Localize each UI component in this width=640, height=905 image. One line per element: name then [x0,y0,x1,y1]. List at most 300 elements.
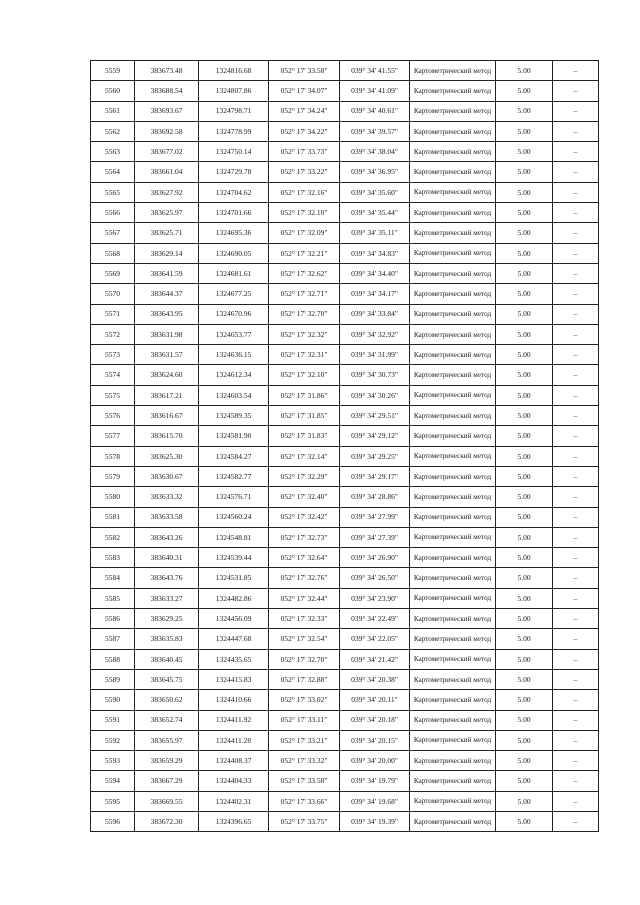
longitude-cell: 039° 34' 39.57" [340,121,410,141]
accuracy-cell: 5.00 [496,771,553,791]
longitude-cell: 039° 34' 36.95" [340,162,410,182]
method-cell: Картометрический метод [410,446,496,466]
longitude-cell: 039° 34' 20.15" [340,730,410,750]
table-row [91,182,599,202]
method-cell: Картометрический метод [410,751,496,771]
table-row [91,771,599,791]
latitude-cell: 052° 17' 33.11" [269,710,340,730]
accuracy-cell: 5.00 [496,365,553,385]
longitude-cell: 039° 34' 21.42" [340,649,410,669]
accuracy-cell: 5.00 [496,243,553,263]
y-coordinate-cell: 1324447.68 [199,629,269,649]
latitude-cell: 052° 17' 32.44" [269,588,340,608]
table-row [91,263,599,283]
table-row [91,243,599,263]
x-coordinate-cell: 383688.54 [135,81,199,101]
note-cell: – [553,446,599,466]
note-cell: – [553,365,599,385]
x-coordinate-cell: 383661.04 [135,162,199,182]
latitude-cell: 052° 17' 33.22" [269,162,340,182]
accuracy-cell: 5.00 [496,446,553,466]
table-row [91,466,599,486]
y-coordinate-cell: 1324415.83 [199,669,269,689]
point-number-cell: 5582 [91,527,135,547]
accuracy-cell: 5.00 [496,263,553,283]
point-number-cell: 5594 [91,771,135,791]
note-cell: – [553,385,599,405]
latitude-cell: 052° 17' 33.21" [269,730,340,750]
point-number-cell: 5587 [91,629,135,649]
method-cell: Картометрический метод [410,507,496,527]
x-coordinate-cell: 383635.83 [135,629,199,649]
note-cell: – [553,263,599,283]
method-cell: Картометрический метод [410,588,496,608]
note-cell: – [553,182,599,202]
point-number-cell: 5580 [91,487,135,507]
latitude-cell: 052° 17' 32.76" [269,568,340,588]
latitude-cell: 052° 17' 32.09" [269,223,340,243]
y-coordinate-cell: 1324411.92 [199,710,269,730]
latitude-cell: 052° 17' 32.29" [269,466,340,486]
table-row [91,304,599,324]
y-coordinate-cell: 1324695.36 [199,223,269,243]
longitude-cell: 039° 34' 35.60" [340,182,410,202]
y-coordinate-cell: 1324690.05 [199,243,269,263]
x-coordinate-cell: 383629.14 [135,243,199,263]
accuracy-cell: 5.00 [496,710,553,730]
method-cell: Картометрический метод [410,791,496,811]
latitude-cell: 052° 17' 31.86" [269,385,340,405]
longitude-cell: 039° 34' 20.00" [340,751,410,771]
longitude-cell: 039° 34' 20.11" [340,690,410,710]
table-row [91,507,599,527]
latitude-cell: 052° 17' 33.58" [269,61,340,81]
point-number-cell: 5564 [91,162,135,182]
method-cell: Картометрический метод [410,142,496,162]
x-coordinate-cell: 383630.67 [135,466,199,486]
method-cell: Картометрический метод [410,284,496,304]
method-cell: Картометрический метод [410,223,496,243]
point-number-cell: 5569 [91,263,135,283]
x-coordinate-cell: 383672.30 [135,811,199,831]
x-coordinate-cell: 383631.57 [135,345,199,365]
point-number-cell: 5568 [91,243,135,263]
method-cell: Картометрический метод [410,61,496,81]
accuracy-cell: 5.00 [496,548,553,568]
y-coordinate-cell: 1324589.35 [199,406,269,426]
point-number-cell: 5579 [91,466,135,486]
accuracy-cell: 5.00 [496,142,553,162]
table-row [91,142,599,162]
y-coordinate-cell: 1324701.66 [199,203,269,223]
method-cell: Картометрический метод [410,527,496,547]
note-cell: – [553,101,599,121]
point-number-cell: 5566 [91,203,135,223]
accuracy-cell: 5.00 [496,730,553,750]
note-cell: – [553,243,599,263]
x-coordinate-cell: 383673.48 [135,61,199,81]
table-row [91,669,599,689]
x-coordinate-cell: 383643.95 [135,304,199,324]
x-coordinate-cell: 383629.25 [135,609,199,629]
x-coordinate-cell: 383643.26 [135,527,199,547]
x-coordinate-cell: 383617.21 [135,385,199,405]
method-cell: Картометрический метод [410,243,496,263]
y-coordinate-cell: 1324704.62 [199,182,269,202]
accuracy-cell: 5.00 [496,121,553,141]
table-row [91,568,599,588]
y-coordinate-cell: 1324581.90 [199,426,269,446]
table-row [91,121,599,141]
longitude-cell: 039° 34' 41.09" [340,81,410,101]
coordinates-table [90,60,599,832]
accuracy-cell: 5.00 [496,345,553,365]
longitude-cell: 039° 34' 19.68" [340,791,410,811]
accuracy-cell: 5.00 [496,609,553,629]
longitude-cell: 039° 34' 19.39" [340,811,410,831]
latitude-cell: 052° 17' 33.66" [269,791,340,811]
x-coordinate-cell: 383655.97 [135,730,199,750]
method-cell: Картометрический метод [410,548,496,568]
longitude-cell: 039° 34' 26.50" [340,568,410,588]
note-cell: – [553,568,599,588]
longitude-cell: 039° 34' 31.99" [340,345,410,365]
method-cell: Картометрический метод [410,426,496,446]
longitude-cell: 039° 34' 19.79" [340,771,410,791]
x-coordinate-cell: 383624.60 [135,365,199,385]
accuracy-cell: 5.00 [496,426,553,446]
point-number-cell: 5591 [91,710,135,730]
note-cell: – [553,304,599,324]
y-coordinate-cell: 1324396.65 [199,811,269,831]
accuracy-cell: 5.00 [496,385,553,405]
latitude-cell: 052° 17' 32.33" [269,609,340,629]
point-number-cell: 5559 [91,61,135,81]
latitude-cell: 052° 17' 32.10" [269,203,340,223]
y-coordinate-cell: 1324411.28 [199,730,269,750]
note-cell: – [553,426,599,446]
point-number-cell: 5562 [91,121,135,141]
x-coordinate-cell: 383693.67 [135,101,199,121]
point-number-cell: 5578 [91,446,135,466]
note-cell: – [553,629,599,649]
longitude-cell: 039° 34' 34.17" [340,284,410,304]
latitude-cell: 052° 17' 32.64" [269,548,340,568]
point-number-cell: 5560 [91,81,135,101]
longitude-cell: 039° 34' 29.51" [340,406,410,426]
accuracy-cell: 5.00 [496,588,553,608]
x-coordinate-cell: 383667.29 [135,771,199,791]
table-row [91,385,599,405]
note-cell: – [553,730,599,750]
latitude-cell: 052° 17' 32.70" [269,649,340,669]
table-row [91,426,599,446]
note-cell: – [553,609,599,629]
longitude-cell: 039° 34' 29.12" [340,426,410,446]
accuracy-cell: 5.00 [496,182,553,202]
note-cell: – [553,223,599,243]
latitude-cell: 052° 17' 32.16" [269,182,340,202]
latitude-cell: 052° 17' 33.02" [269,690,340,710]
latitude-cell: 052° 17' 32.21" [269,243,340,263]
note-cell: – [553,61,599,81]
table-row [91,548,599,568]
table-row [91,609,599,629]
longitude-cell: 039° 34' 38.04" [340,142,410,162]
latitude-cell: 052° 17' 32.70" [269,304,340,324]
y-coordinate-cell: 1324548.81 [199,527,269,547]
point-number-cell: 5588 [91,649,135,669]
x-coordinate-cell: 383677.02 [135,142,199,162]
table-row [91,730,599,750]
x-coordinate-cell: 383645.75 [135,669,199,689]
point-number-cell: 5567 [91,223,135,243]
method-cell: Картометрический метод [410,568,496,588]
table-row [91,365,599,385]
x-coordinate-cell: 383650.62 [135,690,199,710]
accuracy-cell: 5.00 [496,487,553,507]
accuracy-cell: 5.00 [496,669,553,689]
longitude-cell: 039° 34' 20.38" [340,669,410,689]
x-coordinate-cell: 383633.27 [135,588,199,608]
point-number-cell: 5589 [91,669,135,689]
y-coordinate-cell: 1324539.44 [199,548,269,568]
note-cell: – [553,487,599,507]
method-cell: Картометрический метод [410,121,496,141]
longitude-cell: 039° 34' 29.25" [340,446,410,466]
point-number-cell: 5576 [91,406,135,426]
point-number-cell: 5572 [91,324,135,344]
method-cell: Картометрический метод [410,263,496,283]
latitude-cell: 052° 17' 34.07" [269,81,340,101]
y-coordinate-cell: 1324778.99 [199,121,269,141]
y-coordinate-cell: 1324636.15 [199,345,269,365]
method-cell: Картометрический метод [410,487,496,507]
accuracy-cell: 5.00 [496,751,553,771]
table-row [91,629,599,649]
y-coordinate-cell: 1324670.96 [199,304,269,324]
longitude-cell: 039° 34' 30.73" [340,365,410,385]
latitude-cell: 052° 17' 31.83" [269,426,340,446]
accuracy-cell: 5.00 [496,527,553,547]
table-row [91,406,599,426]
method-cell: Картометрический метод [410,669,496,689]
y-coordinate-cell: 1324729.78 [199,162,269,182]
accuracy-cell: 5.00 [496,162,553,182]
table-row [91,811,599,831]
method-cell: Картометрический метод [410,324,496,344]
point-number-cell: 5590 [91,690,135,710]
x-coordinate-cell: 383625.30 [135,446,199,466]
method-cell: Картометрический метод [410,304,496,324]
point-number-cell: 5583 [91,548,135,568]
longitude-cell: 039° 34' 32.92" [340,324,410,344]
note-cell: – [553,588,599,608]
accuracy-cell: 5.00 [496,791,553,811]
accuracy-cell: 5.00 [496,61,553,81]
method-cell: Картометрический метод [410,811,496,831]
latitude-cell: 052° 17' 32.14" [269,446,340,466]
y-coordinate-cell: 1324603.54 [199,385,269,405]
table-row [91,223,599,243]
point-number-cell: 5593 [91,751,135,771]
method-cell: Картометрический метод [410,730,496,750]
accuracy-cell: 5.00 [496,304,553,324]
point-number-cell: 5565 [91,182,135,202]
y-coordinate-cell: 1324807.86 [199,81,269,101]
y-coordinate-cell: 1324750.14 [199,142,269,162]
table-row [91,101,599,121]
latitude-cell: 052° 17' 32.31" [269,345,340,365]
y-coordinate-cell: 1324531.85 [199,568,269,588]
y-coordinate-cell: 1324404.33 [199,771,269,791]
note-cell: – [553,466,599,486]
point-number-cell: 5570 [91,284,135,304]
accuracy-cell: 5.00 [496,81,553,101]
table-row [91,527,599,547]
x-coordinate-cell: 383669.55 [135,791,199,811]
note-cell: – [553,142,599,162]
note-cell: – [553,710,599,730]
longitude-cell: 039° 34' 27.39" [340,527,410,547]
x-coordinate-cell: 383616.67 [135,406,199,426]
note-cell: – [553,162,599,182]
x-coordinate-cell: 383627.92 [135,182,199,202]
table-row [91,487,599,507]
x-coordinate-cell: 383625.71 [135,223,199,243]
latitude-cell: 052° 17' 32.10" [269,365,340,385]
point-number-cell: 5575 [91,385,135,405]
y-coordinate-cell: 1324612.34 [199,365,269,385]
note-cell: – [553,203,599,223]
point-number-cell: 5596 [91,811,135,831]
method-cell: Картометрический метод [410,710,496,730]
x-coordinate-cell: 383652.74 [135,710,199,730]
method-cell: Картометрический метод [410,385,496,405]
y-coordinate-cell: 1324435.65 [199,649,269,669]
table-row [91,588,599,608]
x-coordinate-cell: 383692.58 [135,121,199,141]
method-cell: Картометрический метод [410,203,496,223]
accuracy-cell: 5.00 [496,284,553,304]
method-cell: Картометрический метод [410,649,496,669]
y-coordinate-cell: 1324798.71 [199,101,269,121]
latitude-cell: 052° 17' 32.32" [269,324,340,344]
longitude-cell: 039° 34' 29.17" [340,466,410,486]
method-cell: Картометрический метод [410,101,496,121]
table-row [91,324,599,344]
table-row [91,162,599,182]
accuracy-cell: 5.00 [496,629,553,649]
longitude-cell: 039° 34' 30.26" [340,385,410,405]
table-row [91,791,599,811]
y-coordinate-cell: 1324456.09 [199,609,269,629]
accuracy-cell: 5.00 [496,466,553,486]
table-body [91,61,599,832]
method-cell: Картометрический метод [410,406,496,426]
latitude-cell: 052° 17' 31.85" [269,406,340,426]
note-cell: – [553,121,599,141]
point-number-cell: 5573 [91,345,135,365]
x-coordinate-cell: 383644.37 [135,284,199,304]
y-coordinate-cell: 1324408.37 [199,751,269,771]
accuracy-cell: 5.00 [496,507,553,527]
note-cell: – [553,527,599,547]
x-coordinate-cell: 383640.45 [135,649,199,669]
accuracy-cell: 5.00 [496,203,553,223]
x-coordinate-cell: 383615.70 [135,426,199,446]
longitude-cell: 039° 34' 20.18" [340,710,410,730]
y-coordinate-cell: 1324681.61 [199,263,269,283]
latitude-cell: 052° 17' 32.88" [269,669,340,689]
note-cell: – [553,669,599,689]
note-cell: – [553,324,599,344]
latitude-cell: 052° 17' 32.40" [269,487,340,507]
y-coordinate-cell: 1324482.86 [199,588,269,608]
point-number-cell: 5561 [91,101,135,121]
x-coordinate-cell: 383641.59 [135,263,199,283]
accuracy-cell: 5.00 [496,324,553,344]
y-coordinate-cell: 1324582.77 [199,466,269,486]
point-number-cell: 5563 [91,142,135,162]
longitude-cell: 039° 34' 35.11" [340,223,410,243]
longitude-cell: 039° 34' 22.49" [340,609,410,629]
table-row [91,345,599,365]
y-coordinate-cell: 1324584.27 [199,446,269,466]
latitude-cell: 052° 17' 34.24" [269,101,340,121]
accuracy-cell: 5.00 [496,690,553,710]
point-number-cell: 5581 [91,507,135,527]
table-row [91,690,599,710]
method-cell: Картометрический метод [410,345,496,365]
note-cell: – [553,649,599,669]
longitude-cell: 039° 34' 26.90" [340,548,410,568]
latitude-cell: 052° 17' 32.62" [269,263,340,283]
x-coordinate-cell: 383643.76 [135,568,199,588]
x-coordinate-cell: 383631.98 [135,324,199,344]
table-row [91,649,599,669]
method-cell: Картометрический метод [410,162,496,182]
longitude-cell: 039° 34' 22.05" [340,629,410,649]
latitude-cell: 052° 17' 32.73" [269,527,340,547]
longitude-cell: 039° 34' 34.83" [340,243,410,263]
y-coordinate-cell: 1324402.31 [199,791,269,811]
latitude-cell: 052° 17' 33.58" [269,771,340,791]
method-cell: Картометрический метод [410,690,496,710]
note-cell: – [553,406,599,426]
latitude-cell: 052° 17' 33.73" [269,142,340,162]
y-coordinate-cell: 1324677.25 [199,284,269,304]
x-coordinate-cell: 383633.32 [135,487,199,507]
table-row [91,61,599,81]
point-number-cell: 5595 [91,791,135,811]
point-number-cell: 5577 [91,426,135,446]
method-cell: Картометрический метод [410,81,496,101]
accuracy-cell: 5.00 [496,223,553,243]
note-cell: – [553,690,599,710]
table-row [91,751,599,771]
note-cell: – [553,507,599,527]
latitude-cell: 052° 17' 33.32" [269,751,340,771]
longitude-cell: 039° 34' 34.40" [340,263,410,283]
point-number-cell: 5584 [91,568,135,588]
note-cell: – [553,751,599,771]
table-row [91,203,599,223]
point-number-cell: 5585 [91,588,135,608]
x-coordinate-cell: 383640.31 [135,548,199,568]
accuracy-cell: 5.00 [496,649,553,669]
table-row [91,284,599,304]
